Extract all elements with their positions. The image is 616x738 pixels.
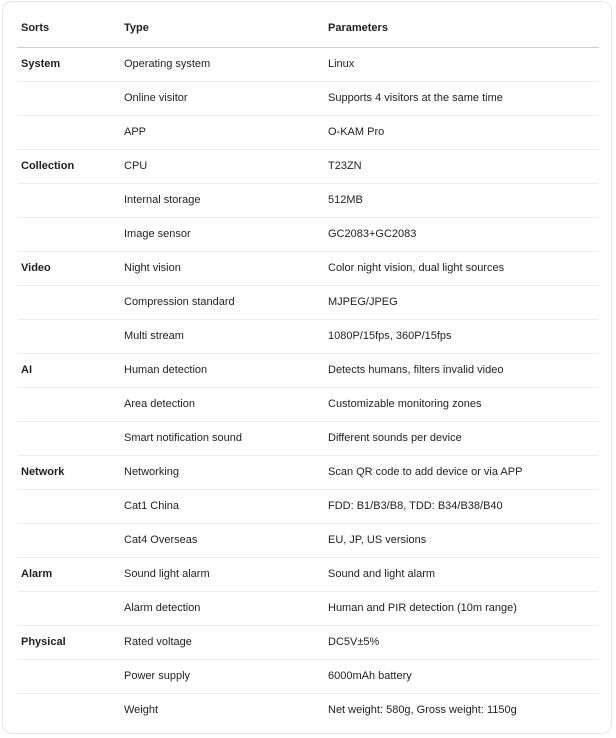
sort-cell	[17, 217, 120, 251]
header-parameters: Parameters	[324, 10, 599, 47]
table-row	[17, 591, 599, 625]
param-cell: 1080P/15fps, 360P/15fps	[324, 319, 599, 353]
type-cell: Cat4 Overseas	[120, 523, 324, 557]
type-cell: APP	[120, 115, 324, 149]
spec-table-card	[2, 1, 612, 734]
sort-cell	[17, 489, 120, 523]
param-cell: 512MB	[324, 183, 599, 217]
type-cell: Night vision	[120, 251, 324, 285]
type-cell: Rated voltage	[120, 625, 324, 659]
sort-cell	[17, 285, 120, 319]
sort-cell	[17, 523, 120, 557]
table-row	[17, 659, 599, 693]
param-cell: EU, JP, US versions	[324, 523, 599, 557]
param-cell: MJPEG/JPEG	[324, 285, 599, 319]
type-cell: Sound light alarm	[120, 557, 324, 591]
table-row	[17, 47, 599, 81]
table-row	[17, 557, 599, 591]
spec-table	[17, 10, 599, 727]
type-cell: Operating system	[120, 47, 324, 81]
table-row	[17, 455, 599, 489]
param-cell: FDD: B1/B3/B8, TDD: B34/B38/B40	[324, 489, 599, 523]
type-cell: Internal storage	[120, 183, 324, 217]
sort-cell	[17, 387, 120, 421]
sort-cell: Video	[17, 251, 120, 285]
table-row	[17, 387, 599, 421]
sort-cell	[17, 115, 120, 149]
table-row	[17, 217, 599, 251]
sort-cell	[17, 421, 120, 455]
table-row	[17, 115, 599, 149]
header-type: Type	[120, 10, 324, 47]
param-cell: Sound and light alarm	[324, 557, 599, 591]
type-cell: Smart notification sound	[120, 421, 324, 455]
param-cell: Different sounds per device	[324, 421, 599, 455]
table-row	[17, 625, 599, 659]
sort-cell: Network	[17, 455, 120, 489]
table-header	[17, 10, 599, 47]
type-cell: Networking	[120, 455, 324, 489]
param-cell: Human and PIR detection (10m range)	[324, 591, 599, 625]
header-sorts: Sorts	[17, 10, 120, 47]
sort-cell: System	[17, 47, 120, 81]
type-cell: Cat1 China	[120, 489, 324, 523]
table-row	[17, 81, 599, 115]
table-body	[17, 47, 599, 727]
param-cell: Supports 4 visitors at the same time	[324, 81, 599, 115]
type-cell: Multi stream	[120, 319, 324, 353]
sort-cell: Alarm	[17, 557, 120, 591]
type-cell: Compression standard	[120, 285, 324, 319]
sort-cell: Collection	[17, 149, 120, 183]
table-row	[17, 149, 599, 183]
type-cell: Weight	[124, 704, 159, 717]
table-row	[17, 693, 599, 727]
type-cell: Area detection	[120, 387, 324, 421]
type-cell: Online visitor	[120, 81, 324, 115]
param-cell: GC2083+GC2083	[324, 217, 599, 251]
type-cell: CPU	[120, 149, 324, 183]
param-cell: Color night vision, dual light sources	[324, 251, 599, 285]
header-row	[17, 10, 599, 47]
type-cell: Power supply	[120, 659, 324, 693]
table-row	[17, 285, 599, 319]
param-cell: Net weight: 580g, Gross weight: 1150g	[328, 704, 517, 717]
type-cell: Alarm detection	[120, 591, 324, 625]
sort-cell	[17, 693, 120, 727]
param-cell: Customizable monitoring zones	[324, 387, 599, 421]
param-cell: Linux	[324, 47, 599, 81]
type-cell: Human detection	[120, 353, 324, 387]
table-row	[17, 421, 599, 455]
type-cell: Image sensor	[120, 217, 324, 251]
param-cell: O-KAM Pro	[324, 115, 599, 149]
sort-cell	[17, 183, 120, 217]
param-cell: DC5V±5%	[324, 625, 599, 659]
param-cell: Detects humans, filters invalid video	[324, 353, 599, 387]
param-cell: 6000mAh battery	[324, 659, 599, 693]
table-row	[17, 523, 599, 557]
table-row	[17, 251, 599, 285]
sort-cell	[17, 659, 120, 693]
sort-cell	[17, 81, 120, 115]
sort-cell	[17, 591, 120, 625]
table-row	[17, 183, 599, 217]
table-row	[17, 489, 599, 523]
param-cell: T23ZN	[324, 149, 599, 183]
sort-cell: Physical	[17, 625, 120, 659]
sort-cell	[17, 319, 120, 353]
table-row	[17, 353, 599, 387]
table-row	[17, 319, 599, 353]
param-cell: Scan QR code to add device or via APP	[324, 455, 599, 489]
sort-cell: AI	[17, 353, 120, 387]
